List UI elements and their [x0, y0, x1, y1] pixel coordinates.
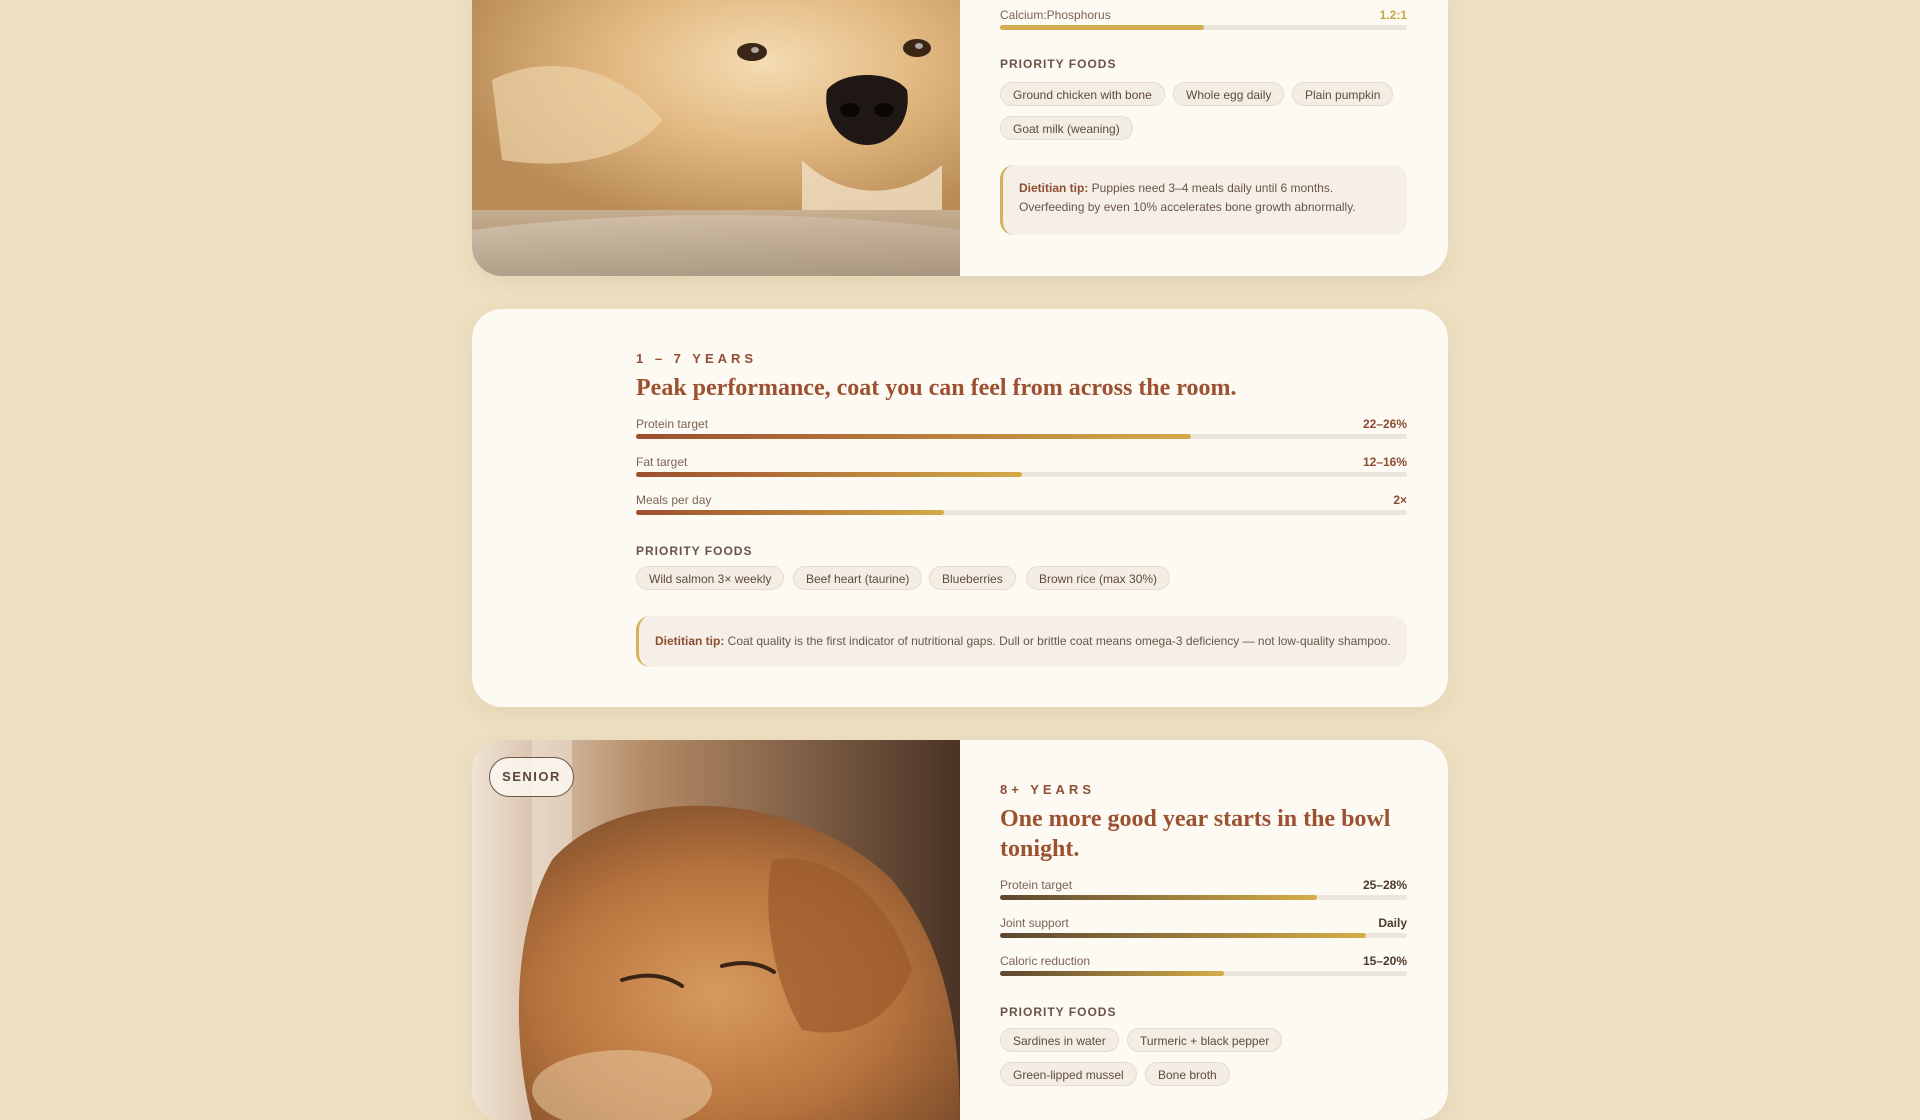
food-chip: Beef heart (taurine): [793, 566, 922, 590]
metric-track: [1000, 895, 1407, 900]
tip-label: Dietitian tip:: [1019, 181, 1089, 195]
metric-value: 22–26%: [1362, 417, 1407, 431]
metric-label: Caloric reduction: [1000, 954, 1091, 968]
metric-value: 1.2:1: [1379, 8, 1407, 22]
metric-label: Joint support: [1000, 916, 1069, 930]
metric-fill: [1000, 971, 1224, 976]
senior-card: [472, 740, 1448, 1120]
food-chip: Green-lipped mussel: [1000, 1062, 1137, 1086]
food-chip: Ground chicken with bone: [1000, 82, 1165, 106]
priority-foods-label: PRIORITY FOODS: [636, 544, 753, 558]
age-eyebrow: 8+ YEARS: [1000, 782, 1095, 797]
tip-text: Coat quality is the first indicator of nutritional gaps. Dull or brittle coat means omega-3 deficiency — not low-quality shampoo.: [727, 634, 1391, 648]
metric-track: [1000, 25, 1407, 30]
metric-calcium-phosphorus: [1000, 8, 1407, 30]
food-chip: Whole egg daily: [1173, 82, 1284, 106]
food-chip: Goat milk (weaning): [1000, 116, 1133, 140]
tip-label: Dietitian tip:: [655, 634, 725, 648]
food-chip: Bone broth: [1145, 1062, 1230, 1086]
senior-photo: [472, 740, 960, 1120]
metric-protein: [636, 417, 1407, 439]
metric-value: 12–16%: [1362, 455, 1407, 469]
metric-track: [636, 434, 1407, 439]
food-chip: Turmeric + black pepper: [1127, 1028, 1282, 1052]
metric-label: Calcium:Phosphorus: [1000, 8, 1111, 22]
metric-track: [636, 472, 1407, 477]
adult-content: [636, 309, 1407, 707]
food-chip: Wild salmon 3× weekly: [636, 566, 784, 590]
senior-content: [1000, 740, 1407, 1120]
metric-value: Daily: [1378, 916, 1407, 930]
priority-foods-label: PRIORITY FOODS: [1000, 57, 1117, 71]
metric-fill: [1000, 895, 1317, 900]
food-chip: Brown rice (max 30%): [1026, 566, 1170, 590]
metric-label: Meals per day: [636, 493, 712, 507]
metric-label: Protein target: [1000, 878, 1073, 892]
food-chip: Sardines in water: [1000, 1028, 1119, 1052]
metric-fill: [636, 510, 944, 515]
adult-card: [472, 309, 1448, 707]
priority-foods-label: PRIORITY FOODS: [1000, 1005, 1117, 1019]
age-eyebrow: 1 – 7 YEARS: [636, 351, 758, 366]
puppy-photo: [472, 0, 960, 276]
metric-label: Protein target: [636, 417, 709, 431]
metric-track: [1000, 933, 1407, 938]
metric-fill: [636, 472, 1022, 477]
food-chip: Blueberries: [929, 566, 1016, 590]
metric-fill: [636, 434, 1191, 439]
card-title: Peak performance, coat you can feel from across the room.: [636, 375, 1237, 401]
metric-protein: [1000, 878, 1407, 900]
senior-badge: SENIOR: [489, 757, 574, 797]
card-title: One more good year starts in the bowl tonight.: [1000, 806, 1391, 862]
dietitian-tip: [636, 616, 1407, 667]
metric-caloric-reduction: [1000, 954, 1407, 976]
metric-fat: [636, 455, 1407, 477]
tip-text: Puppies need 3–4 meals daily until 6 months. Overfeeding by even 10% accelerates bone growth abnormally.: [1019, 181, 1356, 214]
food-chip: Plain pumpkin: [1292, 82, 1393, 106]
metric-value: 15–20%: [1362, 954, 1407, 968]
puppy-card: [472, 0, 1448, 276]
metric-track: [1000, 971, 1407, 976]
metric-fill: [1000, 25, 1204, 30]
dietitian-tip: [1000, 165, 1407, 235]
metric-label: Fat target: [636, 455, 688, 469]
metric-joint-support: [1000, 916, 1407, 938]
metric-value: 25–28%: [1362, 878, 1407, 892]
metric-track: [636, 510, 1407, 515]
puppy-content: [1000, 0, 1407, 276]
metric-fill: [1000, 933, 1366, 938]
metric-meals: [636, 493, 1407, 515]
metric-value: 2×: [1393, 493, 1407, 507]
